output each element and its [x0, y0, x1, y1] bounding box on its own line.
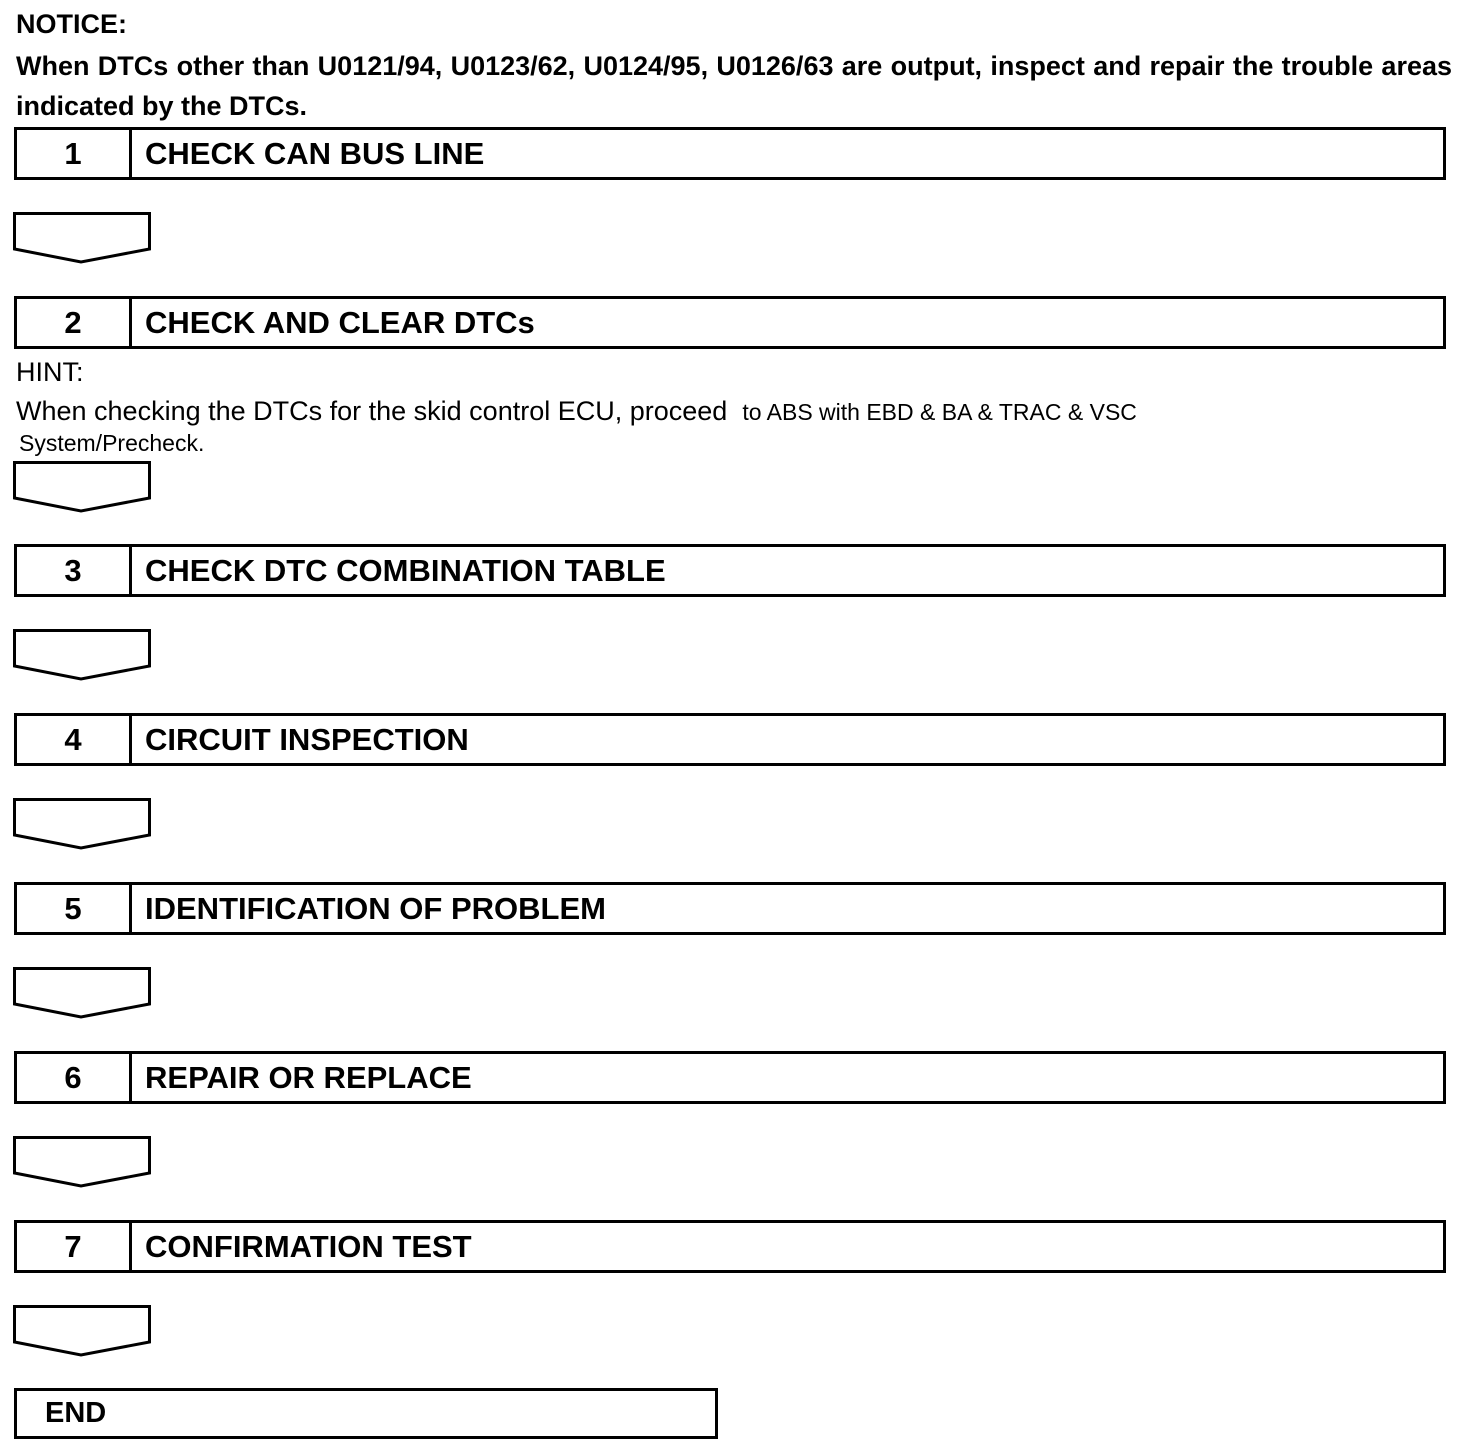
step-title: CIRCUIT INSPECTION — [145, 721, 469, 757]
step-title: CHECK AND CLEAR DTCs — [145, 304, 535, 340]
step-number: 7 — [17, 1223, 132, 1270]
hint-body — [16, 393, 1137, 430]
step-box-7 — [14, 1220, 1446, 1273]
step-box-6 — [14, 1051, 1446, 1104]
notice-title: NOTICE: — [16, 9, 127, 39]
flow-arrow-icon — [13, 212, 151, 264]
step-number: 1 — [17, 130, 132, 177]
flow-arrow-icon — [13, 1136, 151, 1188]
step-number: 5 — [17, 885, 132, 932]
step-box-3 — [14, 544, 1446, 597]
step-title: CONFIRMATION TEST — [145, 1228, 472, 1264]
step-title: IDENTIFICATION OF PROBLEM — [145, 890, 606, 926]
flow-arrow-icon — [13, 798, 151, 850]
hint-title: HINT: — [16, 357, 84, 387]
notice-body: When DTCs other than U0121/94, U0123/62, U0124/95, U0126/63 are output, inspect and repair the trouble areas indicated by the DTCs. — [16, 51, 1452, 121]
step-box-1 — [14, 127, 1446, 180]
step-number: 6 — [17, 1054, 132, 1101]
step-number: 2 — [17, 299, 132, 346]
flow-arrow-icon — [13, 629, 151, 681]
step-box-5 — [14, 882, 1446, 935]
hint-reference-link-continued[interactable]: System/Precheck. — [19, 430, 205, 456]
flow-arrow-icon — [13, 967, 151, 1019]
step-box-4 — [14, 713, 1446, 766]
flow-arrow-icon — [13, 1305, 151, 1357]
end-box: END — [14, 1388, 718, 1439]
hint-reference-link[interactable]: to ABS with EBD & BA & TRAC & VSC — [742, 399, 1137, 425]
step-number: 3 — [17, 547, 132, 594]
step-title: REPAIR OR REPLACE — [145, 1059, 472, 1095]
step-box-2 — [14, 296, 1446, 349]
flow-arrow-icon — [13, 461, 151, 513]
step-title: CHECK CAN BUS LINE — [145, 135, 485, 171]
step-number: 4 — [17, 716, 132, 763]
step-title: CHECK DTC COMBINATION TABLE — [145, 552, 666, 588]
hint-text: When checking the DTCs for the skid control ECU, proceed — [16, 396, 728, 426]
